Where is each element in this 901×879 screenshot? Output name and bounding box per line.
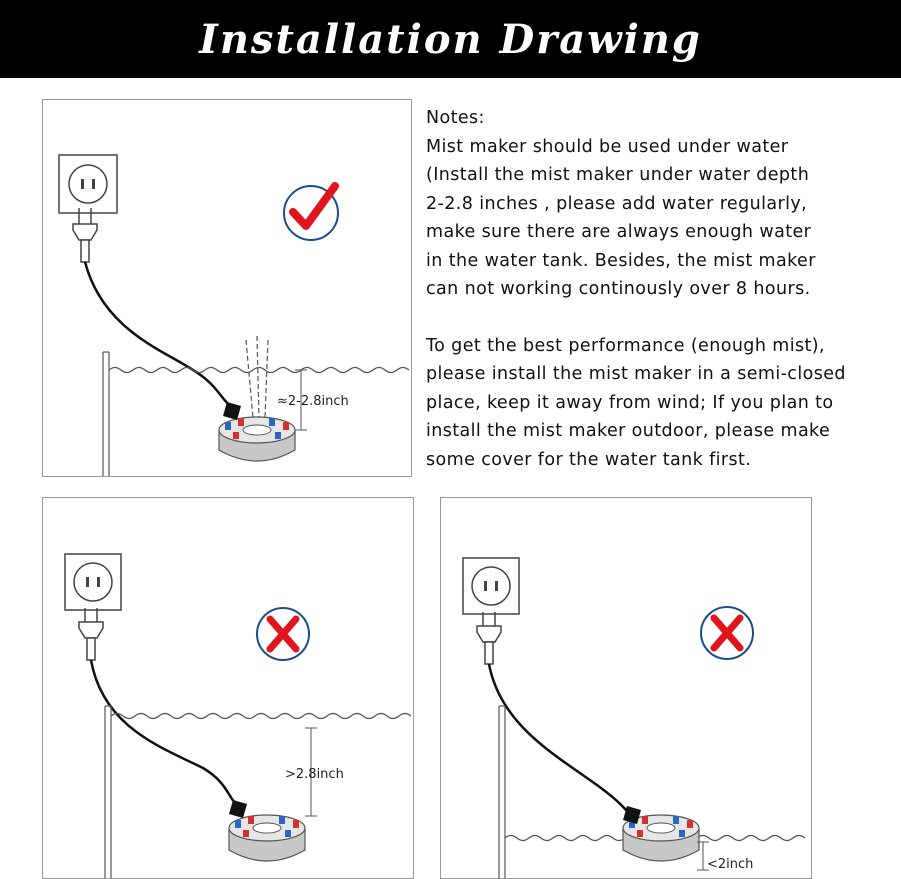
panel-too-shallow [440, 497, 812, 879]
mist-maker-device [219, 402, 295, 461]
notes-line: Mist maker should be used under water [426, 136, 789, 157]
mist-maker-device [623, 806, 699, 861]
power-cord [489, 664, 631, 816]
page-title: Installation Drawing [199, 15, 702, 63]
notes-line: please install the mist maker in a semi-closed [426, 364, 846, 384]
notes-line: install the mist maker outdoor, please make [426, 421, 831, 441]
notes-line: place, keep it away from wind; If you plan to [426, 392, 834, 413]
wall-outlet-icon [463, 558, 519, 614]
title-banner [0, 0, 901, 78]
water-surface [109, 368, 409, 373]
notes-line: in the water tank. Besides, the mist maker [426, 250, 816, 271]
mist-lines [246, 336, 268, 418]
cross-icon [701, 607, 753, 659]
notes-line: can not working continously over 8 hours. [426, 279, 811, 299]
notes-text [426, 104, 896, 474]
cross-icon [257, 608, 309, 660]
notes-line: (Install the mist maker under water depth [426, 165, 810, 185]
mist-maker-device [229, 800, 305, 861]
notes-line: 2-2.8 inches , please add water regularly, [426, 193, 808, 214]
wall-outlet-icon [65, 554, 121, 610]
power-plug-icon [79, 608, 103, 660]
power-plug-icon [73, 208, 97, 262]
panel-too-deep [42, 497, 414, 879]
notes-line: To get the best performance (enough mist), [426, 335, 825, 356]
panel-correct-depth [42, 99, 412, 477]
depth-label: ≈2-2.8inch [277, 394, 349, 409]
water-surface [111, 714, 411, 719]
check-icon [284, 186, 338, 240]
notes-line: make sure there are always enough water [426, 222, 812, 242]
notes-heading: Notes: [426, 108, 485, 128]
power-cord [85, 262, 233, 408]
depth-label: <2inch [707, 857, 754, 872]
power-plug-icon [477, 612, 501, 664]
wall-outlet-icon [59, 155, 117, 213]
notes-line: some cover for the water tank first. [426, 449, 752, 470]
power-cord [91, 660, 238, 806]
depth-label: >2.8inch [285, 767, 344, 782]
